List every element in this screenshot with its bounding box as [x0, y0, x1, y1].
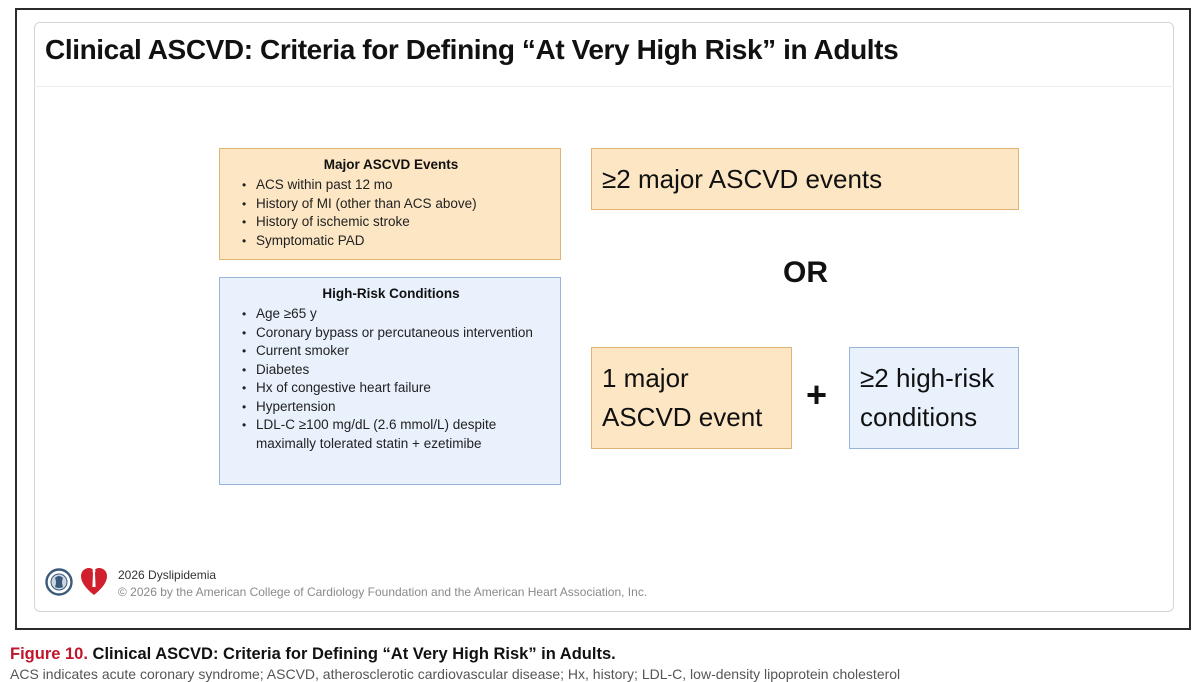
high-risk-heading: High-Risk Conditions	[322, 286, 460, 301]
list-item: • Diabetes	[234, 361, 548, 380]
list-item: • Current smoker	[234, 342, 548, 361]
or-label: OR	[783, 256, 828, 289]
list-item: • History of ischemic stroke	[234, 213, 548, 232]
criterion-text: 1 major ASCVD event	[602, 363, 763, 432]
figure-caption	[10, 645, 616, 664]
list-item: • LDL-C ≥100 mg/dL (2.6 mmol/L) despite maximally tolerated statin + ezetimibe	[234, 416, 548, 453]
figure-caption-text: Clinical ASCVD: Criteria for Defining “At Very High Risk” in Adults.	[87, 645, 616, 663]
criterion-high-risk-conditions	[849, 347, 1019, 449]
list-item: • Hx of congestive heart failure	[234, 379, 548, 398]
caption-continuation: ACS indicates acute coronary syndrome; ASCVD, atherosclerotic cardiovascular disease; Hx, history; LDL-C, low-density lipoprotein cholesterol	[10, 666, 901, 682]
slide	[34, 22, 1174, 612]
list-item: • Hypertension	[234, 398, 548, 417]
high-risk-list	[234, 305, 548, 453]
list-item: • Coronary bypass or percutaneous intervention	[234, 324, 548, 343]
figure-label: Figure 10.	[10, 645, 88, 663]
list-item: • Age ≥65 y	[234, 305, 548, 324]
aha-heart-torch-icon	[80, 565, 108, 597]
major-ascvd-events-box	[219, 148, 561, 260]
criterion-text: ≥2 major ASCVD events	[602, 163, 883, 194]
major-events-heading: Major ASCVD Events	[323, 157, 459, 172]
acc-logo-icon	[45, 568, 73, 596]
list-item: • History of MI (other than ACS above)	[234, 195, 548, 214]
footer-copyright: © 2026 by the American College of Cardiology Foundation and the American Heart Association, Inc.	[118, 585, 648, 599]
plus-label: +	[806, 374, 828, 415]
criterion-two-major-events	[591, 148, 1019, 210]
criterion-one-major-event	[591, 347, 792, 449]
high-risk-conditions-box	[219, 277, 561, 485]
title-divider	[34, 86, 1174, 87]
list-item: • ACS within past 12 mo	[234, 176, 548, 195]
list-item: • Symptomatic PAD	[234, 232, 548, 251]
footer-guideline-title: 2026 Dyslipidemia	[118, 568, 217, 582]
criterion-text: ≥2 high-risk conditions	[860, 363, 995, 432]
major-events-list	[234, 176, 548, 250]
slide-title: Clinical ASCVD: Criteria for Defining “At Very High Risk” in Adults	[45, 34, 899, 65]
